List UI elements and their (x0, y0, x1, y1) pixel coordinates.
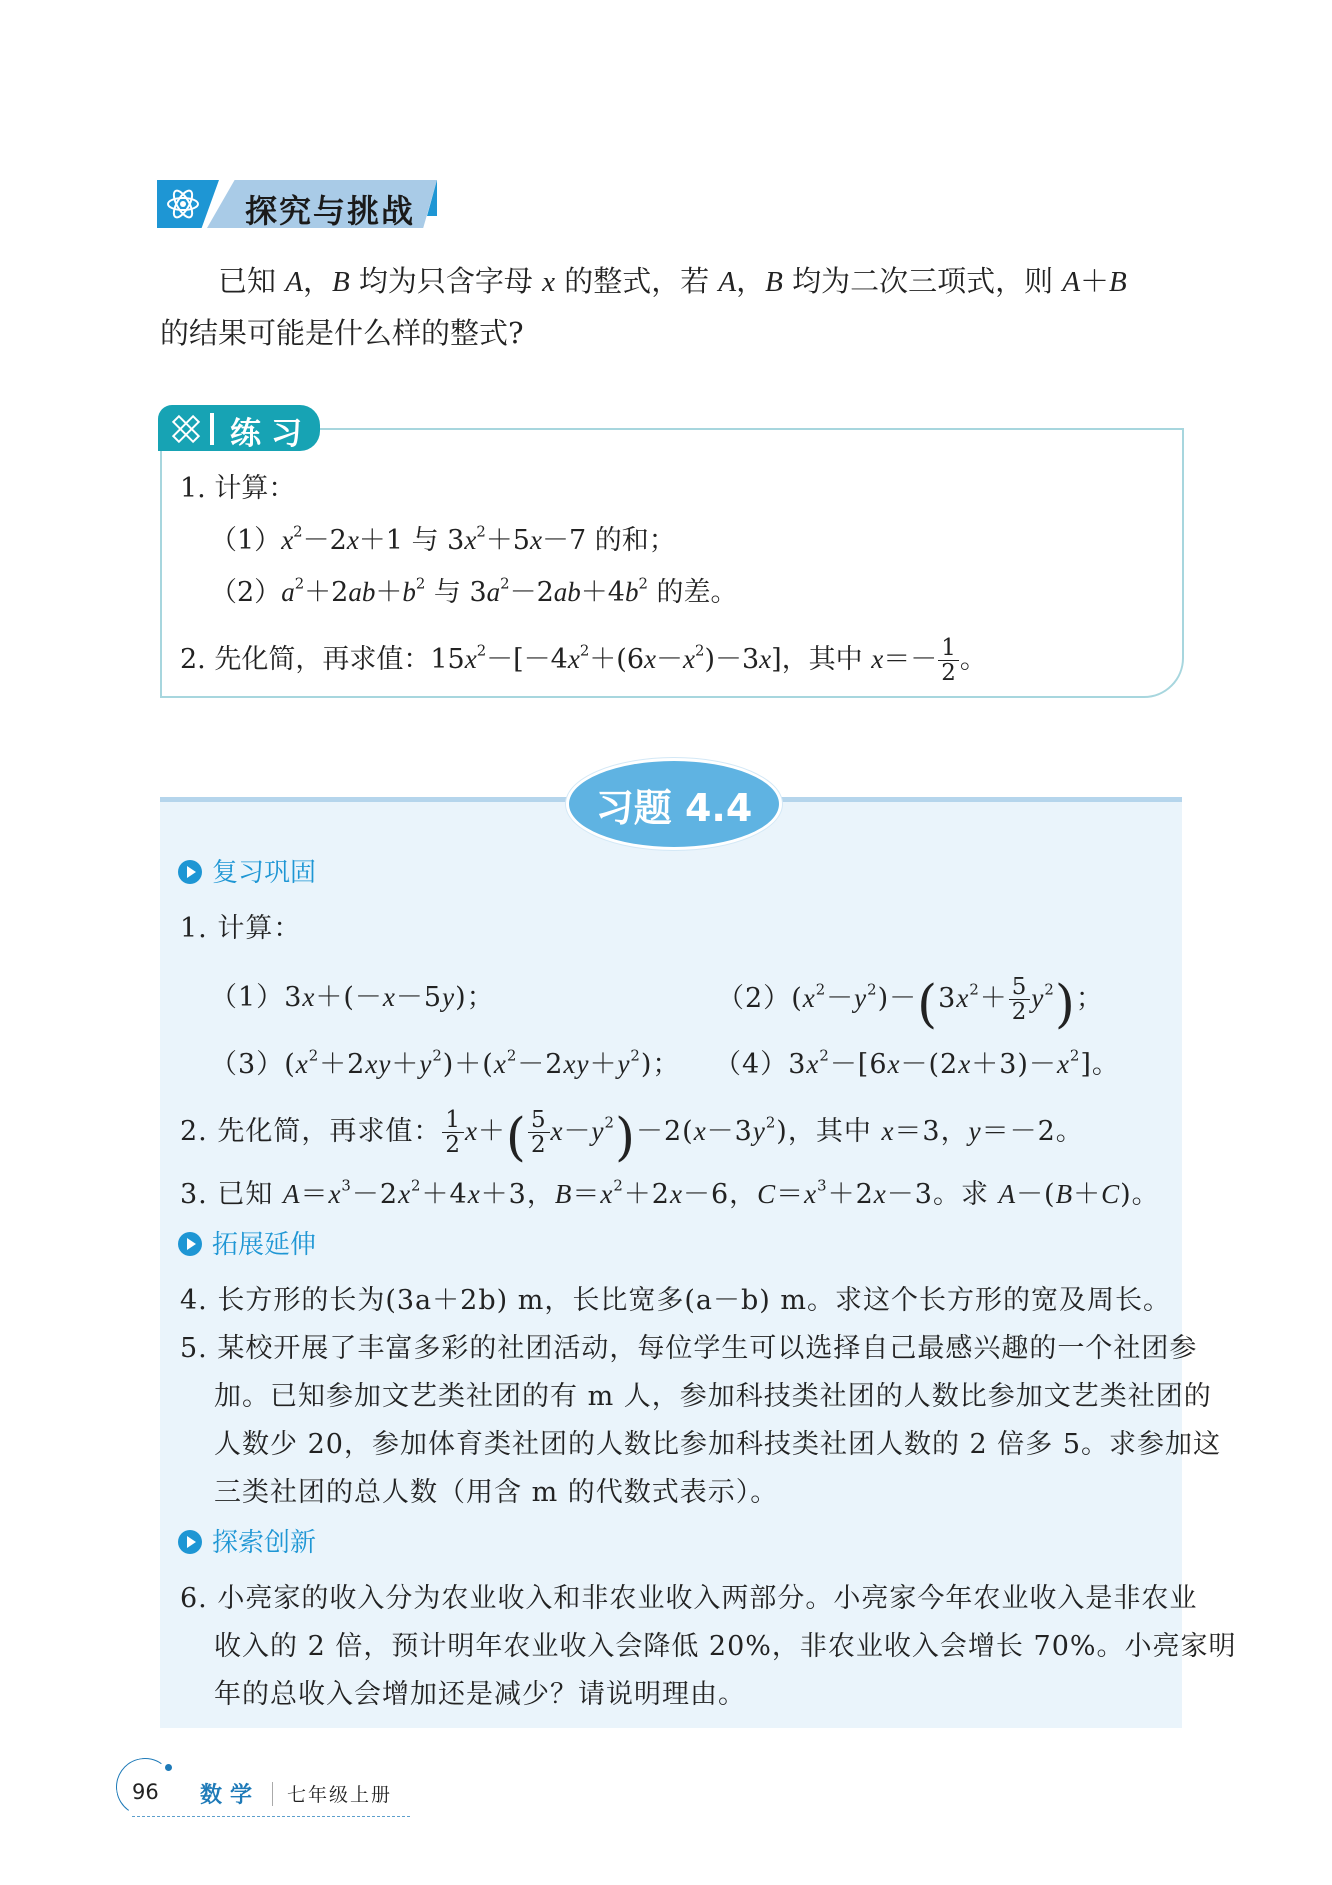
exercise-badge: 习题 4.4 (566, 758, 782, 850)
exercise-q5-line2: 加。已知参加文艺类社团的有 m 人，参加科技类社团的人数比参加文艺类社团的 (214, 1381, 1212, 1412)
section-review: 复习巩固 (178, 852, 316, 889)
exercise-q1-sub3: $(3)(x^2+2xy+y^2)+(x^2-2xy+y^2)$； (210, 1046, 681, 1080)
exercise-q1-sub2: $(2)(x^2-y^2)-(3x^2+$ $\frac{5}{2}$ $y^2$)； (717, 974, 1104, 1035)
footer-dashed-rule (132, 1816, 410, 1817)
practice-tab-separator (210, 413, 214, 445)
exercise-q6-line1: 6. 小亮家的收入分为农业收入和非农业收入两部分。小亮家今年农业收入是非农业 (180, 1583, 1198, 1614)
play-circle-icon (178, 860, 202, 884)
explore-question-line2: 的结果可能是什么样的整式? (160, 316, 524, 350)
explore-question-line1: 已知 A，B 均为只含字母 x 的整式，若 A，B 均为二次三项式，则 A＋B (218, 264, 1127, 298)
ruler-pencil-icon (168, 411, 204, 447)
practice-q1: 1. 计算： (180, 473, 296, 504)
practice-tab (158, 405, 320, 451)
practice-q1-sub2: $(2)a^2+2ab+b^2$ 与 $3a^2-2ab+4b^2$ 的差。 (210, 574, 738, 608)
explore-icon-box (157, 180, 219, 228)
explore-title: 探究与挑战 (245, 192, 416, 230)
practice-q2: 2. 先化简，再求值：$15x^2-[-4x^2+(6x-x^2)-3x]$，其中 x＝－ $\frac{1}{2}$ 。 (180, 635, 987, 687)
footer-dot-decoration (165, 1764, 172, 1771)
exercise-q1: 1. 计算： (180, 913, 302, 944)
explore-challenge-header (157, 180, 457, 230)
exercise-q1-sub4: $(4)3x^2-[6x-(2x+3)-x^2]$。 (714, 1046, 1120, 1080)
practice-q1-sub1: $(1)x^2-2x+1$ 与 $3x^2+5x-7$ 的和； (210, 522, 676, 556)
exercise-q5-line4: 三类社团的总人数（用含 m 的代数式表示）。 (214, 1477, 779, 1508)
footer-separator (272, 1782, 273, 1806)
page-number: 96 (132, 1780, 159, 1804)
section-innovation: 探索创新 (178, 1522, 316, 1559)
grade-label: 七年级上册 (287, 1784, 393, 1806)
exercise-q6-line3: 年的总收入会增加还是减少？请说明理由。 (214, 1679, 746, 1710)
play-circle-icon (178, 1530, 202, 1554)
atom-icon (165, 186, 201, 222)
play-circle-icon (178, 1232, 202, 1256)
exercise-q4: 4. 长方形的长为(3a＋2b) m，长比宽多(a－b) m。求这个长方形的宽及周长。 (180, 1285, 1171, 1316)
explore-tip-decoration (427, 180, 437, 216)
section-extension: 拓展延伸 (178, 1224, 316, 1261)
exercise-q1-sub1: （1）3x＋(－x－5y)； (210, 982, 495, 1013)
practice-title: 练习 (230, 416, 312, 452)
subject-label: 数学 (200, 1782, 261, 1808)
page-footer (112, 1752, 412, 1822)
exercise-q2: 2. 先化简，再求值： $\frac{1}{2}$ x＋( $\frac{5}{2}$ $x-y^2)-2(x-3y^2)$，其中 x＝3，y＝－2。 (180, 1107, 1084, 1168)
exercise-q5-line1: 5. 某校开展了丰富多彩的社团活动，每位学生可以选择自己最感兴趣的一个社团参 (180, 1333, 1198, 1364)
exercise-q5-line3: 人数少 20，参加体育类社团的人数比参加科技类社团人数的 2 倍多 5。求参加这 (214, 1429, 1222, 1460)
exercise-q3: 3. 已知 $A=x^3-2x^2+4x+3$，$B=x^2+2x-6$，$C=x^3+2x-3$。求 A－(B＋C)。 (180, 1176, 1160, 1210)
exercise-q6-line2: 收入的 2 倍，预计明年农业收入会降低 20%，非农业收入会增长 70%。小亮家明 (214, 1631, 1237, 1662)
